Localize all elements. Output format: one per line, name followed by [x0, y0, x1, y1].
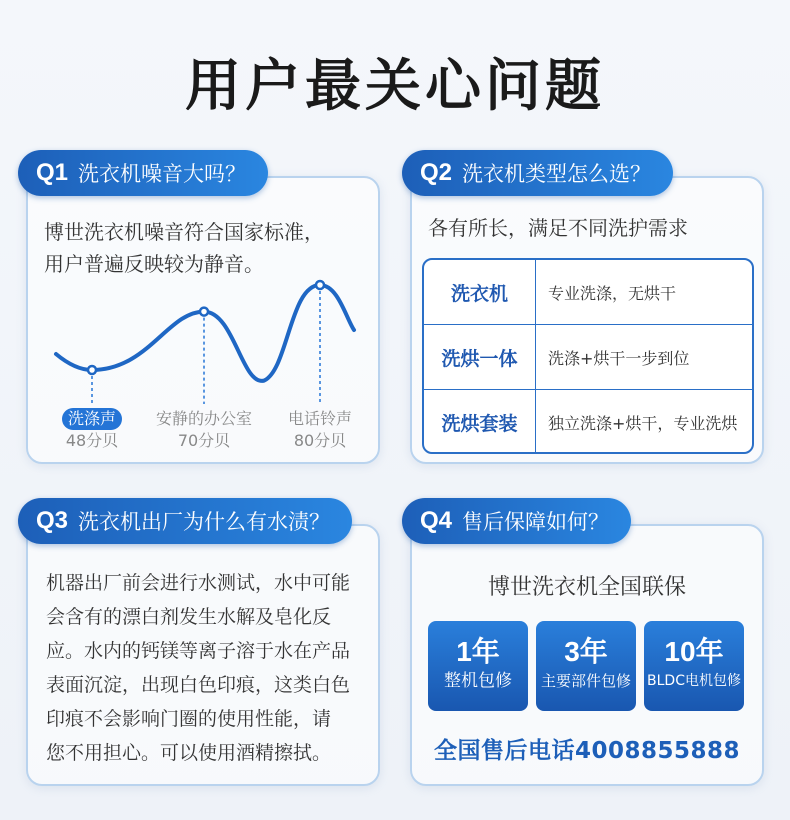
q3-line: 会含有的漂白剂发生水解及皂化反 — [46, 606, 332, 628]
warranty-card — [536, 621, 636, 711]
warranty-years: 1年 — [456, 636, 500, 667]
q4-subtitle: 博世洗衣机全国联保 — [487, 575, 686, 600]
chart-category-label: 电话铃声 — [287, 409, 352, 428]
q3-line: 表面沉淀，出现白色印痕，这类白色 — [46, 674, 351, 696]
q4-question-pill — [402, 498, 631, 544]
q3-line: 应。水内的钙镁等离子溶于水在产品 — [46, 640, 351, 662]
warranty-card — [428, 621, 528, 711]
q3-line: 机器出厂前会进行水测试，水中可能 — [46, 572, 351, 594]
chart-value-label: 48分贝 — [65, 431, 119, 450]
q2-answer: 各有所长，满足不同洗护需求 — [428, 216, 688, 240]
warranty-desc: 整机包修 — [444, 671, 512, 691]
chart-category-label: 安静的办公室 — [155, 409, 252, 428]
q1-card — [26, 176, 380, 464]
q1-number: Q1 — [36, 159, 69, 186]
q2-question: 洗衣机类型怎么选？ — [462, 162, 652, 186]
type-name: 洗烘套装 — [424, 390, 536, 454]
q4-question: 售后保障如何？ — [462, 510, 610, 534]
q1-question-pill — [18, 150, 268, 196]
noise-curve — [56, 285, 354, 381]
warranty-card — [644, 621, 744, 711]
type-desc: 专业洗涤，无烘干 — [548, 283, 677, 303]
q1-question: 洗衣机噪音大吗？ — [78, 162, 247, 186]
chart-point — [88, 366, 96, 374]
chart-point — [316, 281, 324, 289]
q3-question-pill — [18, 498, 352, 544]
q1-answer-line1: 博世洗衣机噪音符合国家标准， — [44, 220, 324, 244]
q3-line: 印痕不会影响门圈的使用性能，请 — [46, 708, 332, 730]
warranty-desc: BLDC电机包修 — [647, 673, 741, 689]
type-name: 洗烘一体 — [424, 325, 536, 389]
service-hotline: 全国售后电话4008855888 — [433, 738, 741, 764]
chart-tick — [27, 408, 157, 452]
q3-answer — [46, 566, 350, 770]
type-name: 洗衣机 — [424, 260, 536, 324]
warranty-desc: 主要部件包修 — [540, 672, 631, 690]
chart-value-label: 70分贝 — [177, 431, 231, 450]
q3-card — [26, 524, 380, 786]
type-table — [422, 258, 754, 454]
warranty-years: 10年 — [664, 636, 724, 667]
type-row — [424, 325, 752, 390]
q3-question: 洗衣机出厂为什么有水渍？ — [78, 510, 331, 534]
type-desc: 独立洗涤+烘干，专业洗烘 — [548, 414, 738, 433]
q4-number: Q4 — [420, 507, 453, 534]
warranty-years: 3年 — [564, 636, 608, 667]
q4-card — [410, 524, 764, 786]
page-title: 用户最关心问题 — [185, 54, 605, 119]
q2-question-pill — [402, 150, 673, 196]
q1-answer-line2: 用户普遍反映较为静音。 — [44, 252, 264, 276]
type-desc: 洗涤+烘干一步到位 — [548, 348, 690, 368]
q3-number: Q3 — [36, 507, 69, 534]
chart-point — [200, 308, 208, 316]
type-row — [424, 390, 752, 454]
chart-tick — [139, 408, 269, 452]
chart-tick — [255, 408, 385, 452]
q2-number: Q2 — [420, 159, 453, 186]
q2-card — [410, 176, 764, 464]
chart-value-label: 80分贝 — [293, 431, 347, 450]
type-row — [424, 260, 752, 325]
q3-line: 您不用担心。可以使用酒精擦拭。 — [46, 742, 332, 764]
chart-category-label: 洗涤声 — [62, 408, 122, 430]
